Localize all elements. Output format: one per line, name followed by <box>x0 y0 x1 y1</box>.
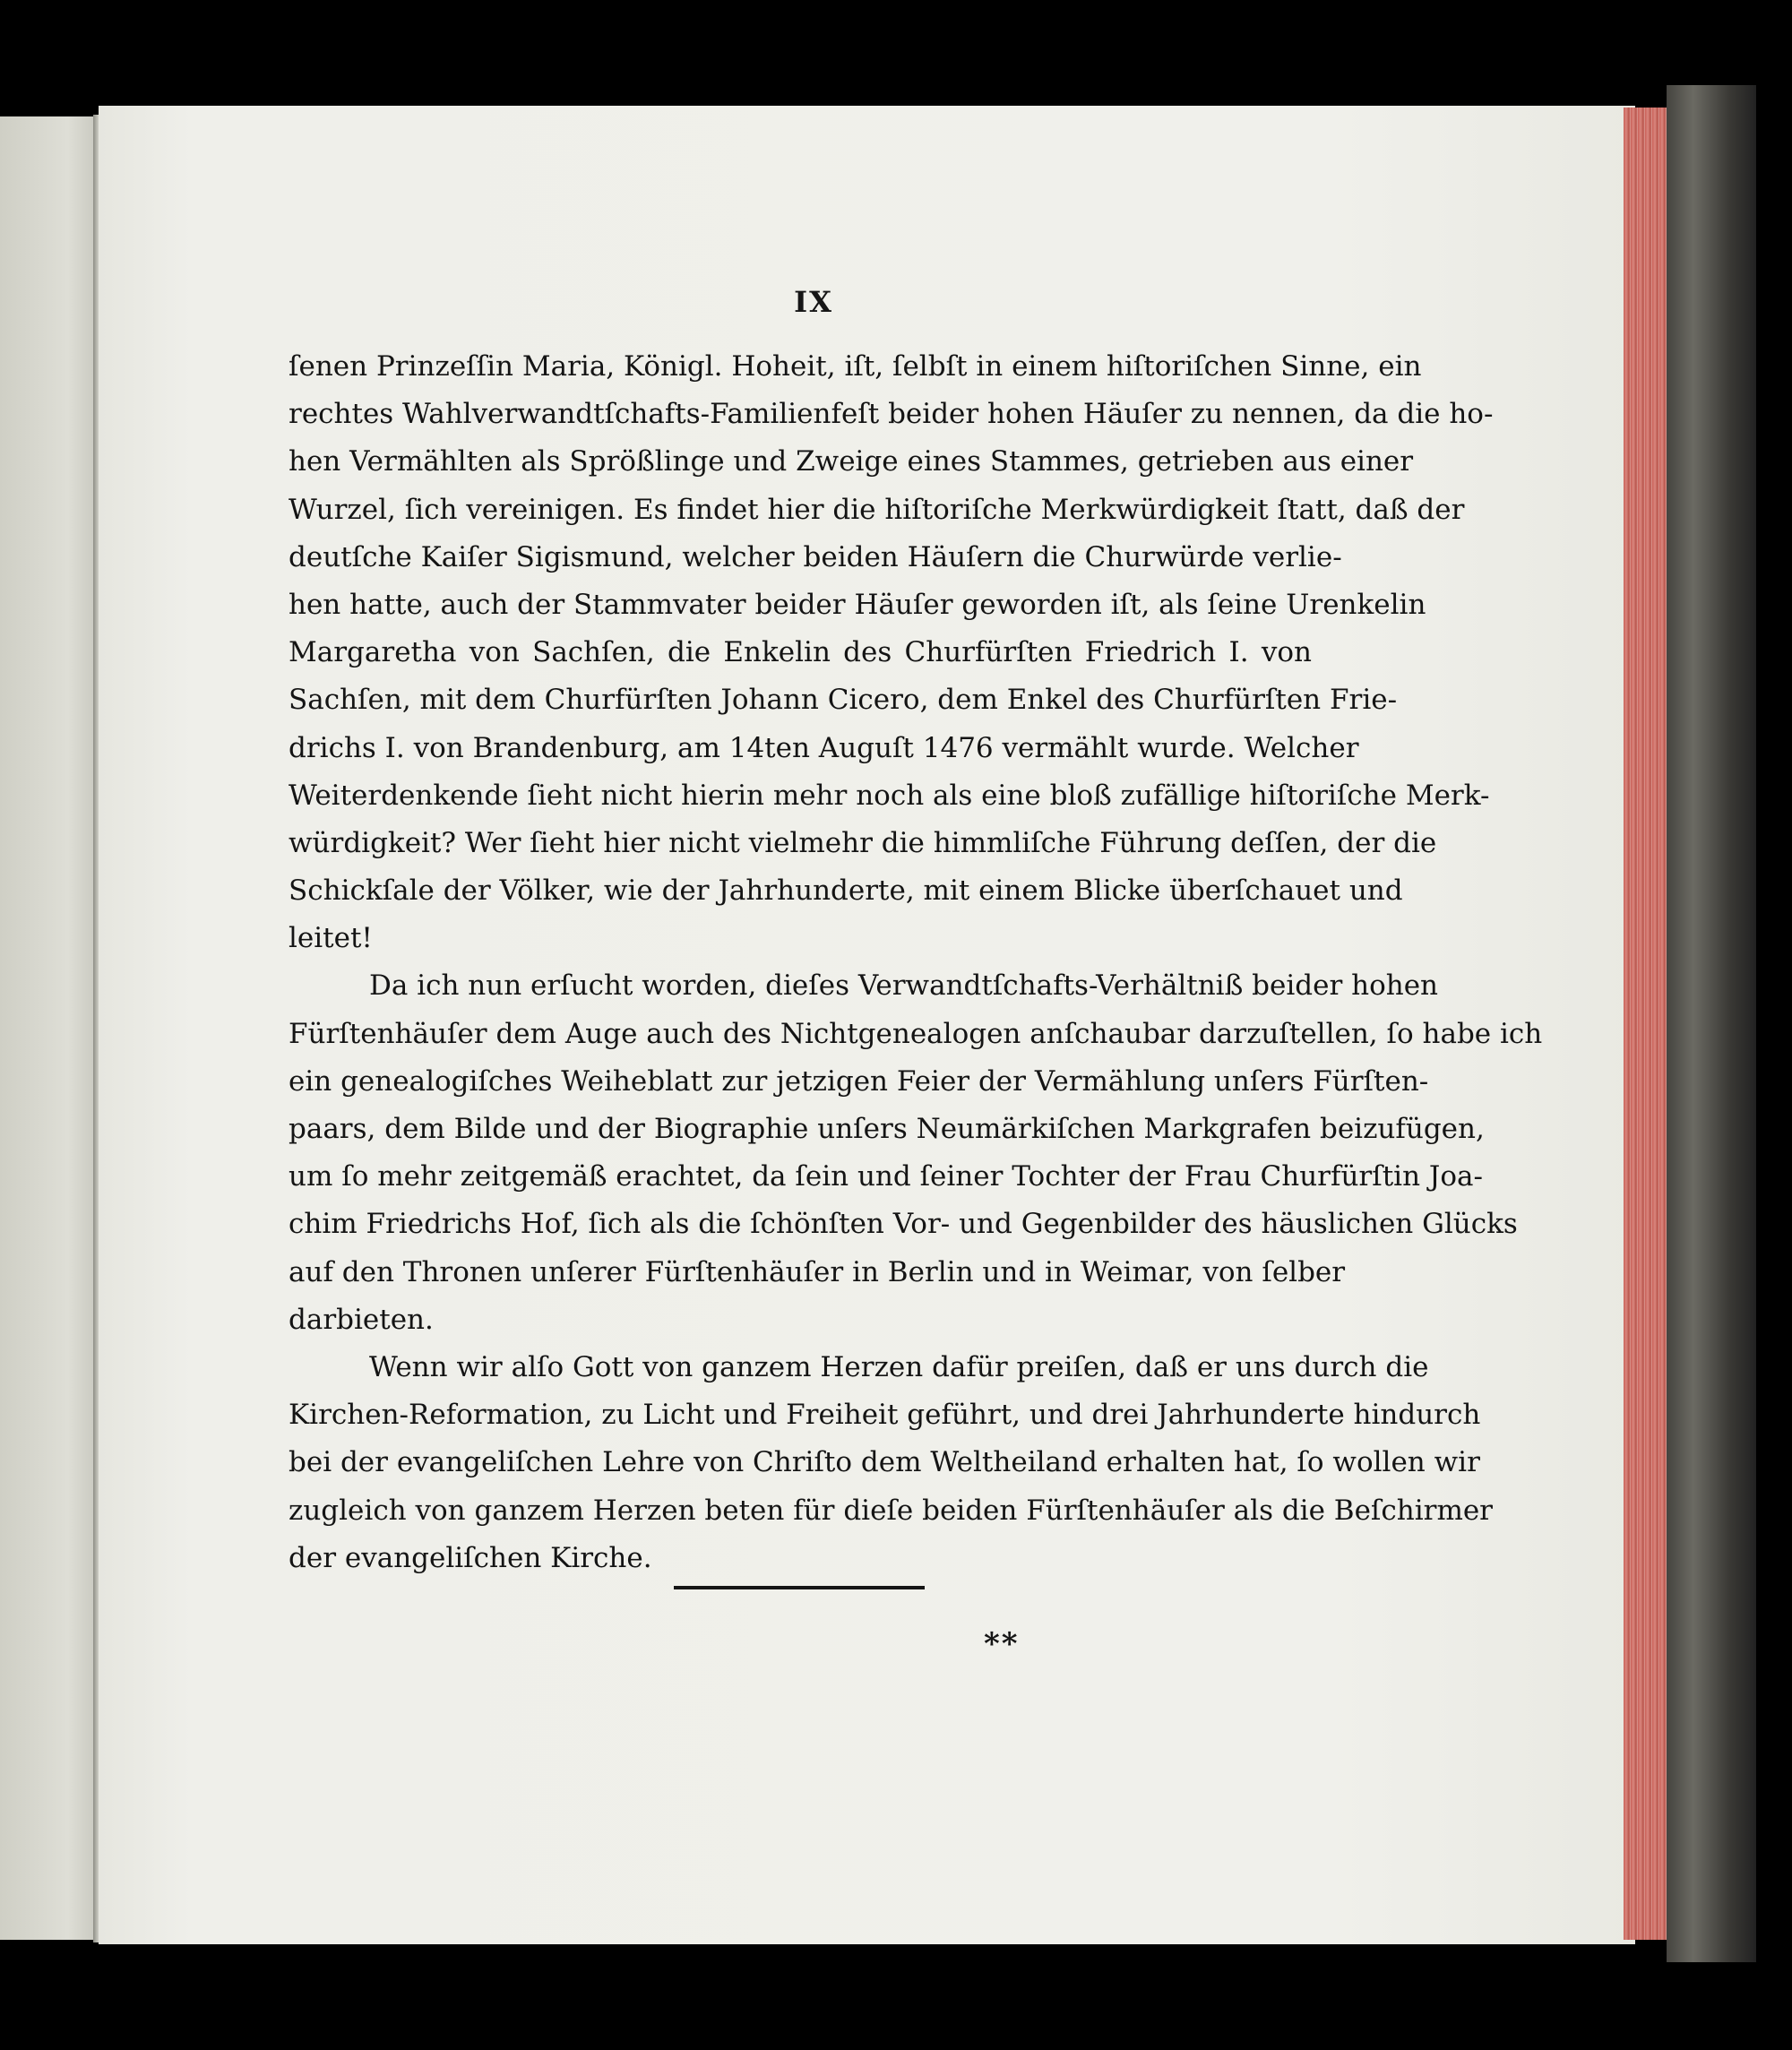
text-line: Sachſen, mit dem Churfürſten Johann Cicero, dem Enkel des Churfürſten Frie- <box>289 684 1398 717</box>
text-line: darbieten. <box>289 1303 434 1336</box>
text-line: bei der evangeliſchen Lehre von Chriſto dem Weltheiland erhalten hat, ſo wollen wir <box>289 1446 1480 1479</box>
text-line: auf den Thronen unſerer Fürſtenhäuſer in Berlin und in Weimar, von ſelber <box>289 1255 1346 1288</box>
text-line: ſenen Prinzeſſin Maria, Königl. Hoheit, iſt, ſelbſt in einem hiſtoriſchen Sinne, ein <box>289 350 1422 383</box>
book-cover-edge <box>1667 85 1756 1962</box>
text-line: hen Vermählten als Sprößlinge und Zweige eines Stammes, getrieben aus einer <box>289 445 1414 478</box>
text-line: würdigkeit? Wer ſieht hier nicht vielmehr die himmliſche Führung deſſen, der die <box>289 826 1437 859</box>
page-number: IX <box>794 285 833 319</box>
text-line: Weiterdenkende ſieht nicht hierin mehr noch als eine bloß zufällige hiſtoriſche Merk- <box>289 779 1490 812</box>
text-line: zugleich von ganzem Herzen beten für dieſe beiden Fürſtenhäuſer als die Beſchirmer <box>289 1494 1494 1527</box>
left-page-edge <box>0 116 97 1940</box>
text-line: chim Friedrichs Hof, ſich als die ſchönſten Vor- und Gegenbilder des häuslichen Glücks <box>289 1208 1518 1241</box>
text-line: Da ich nun erſucht worden, dieſes Verwandtſchafts-Verhältniß beider hohen <box>369 969 1439 1003</box>
text-line: leitet! <box>289 922 373 955</box>
text-line: deutſche Kaiſer Sigismund, welcher beiden Häuſern die Churwürde verlie- <box>289 540 1342 573</box>
text-line: Kirchen-Reformation, zu Licht und Freiheit geführt, und drei Jahrhunderte hindurch <box>289 1399 1481 1432</box>
text-line: rechtes Wahlverwandtſchafts-Familienfeſt beider hohen Häuſer zu nennen, da die ho- <box>289 398 1494 431</box>
divider-rule <box>674 1586 925 1589</box>
body-text <box>289 343 1543 1582</box>
text-line: drichs I. von Brandenburg, am 14ten Auguſt 1476 vermählt wurde. Welcher <box>289 731 1359 764</box>
text-line: Schickſale der Völker, wie der Jahrhunderte, mit einem Blicke überſchauet und <box>289 874 1403 908</box>
text-line: paars, dem Bilde und der Biographie unſers Neumärkiſchen Markgrafen beizufügen, <box>289 1113 1485 1145</box>
text-line: der evangeliſchen Kirche. <box>289 1541 652 1574</box>
signature-mark: ** <box>984 1626 1020 1662</box>
text-line: hen hatte, auch der Stammvater beider Häuſer geworden iſt, als ſeine Urenkelin <box>289 588 1426 621</box>
text-line: Wenn wir alſo Gott von ganzem Herzen dafür preiſen, daß er uns durch die <box>369 1350 1429 1383</box>
red-page-edges <box>1624 108 1668 1940</box>
text-line: um ſo mehr zeitgemäß erachtet, da ſein und ſeiner Tochter der Frau Churfürſtin Joa- <box>289 1160 1483 1193</box>
text-line: Fürſtenhäuſer dem Auge auch des Nichtgenealogen anſchaubar darzuſtellen, ſo habe ich <box>289 1017 1543 1050</box>
text-line: ein genealogiſches Weiheblatt zur jetzigen Feier der Vermählung unſers Fürſten- <box>289 1064 1429 1098</box>
text-line: Margaretha von Sachſen, die Enkelin des Churfürſten Friedrich I. von <box>289 636 1312 669</box>
text-line: Wurzel, ſich vereinigen. Es findet hier die hiſtoriſche Merkwürdigkeit ſtatt, daß der <box>289 493 1465 526</box>
